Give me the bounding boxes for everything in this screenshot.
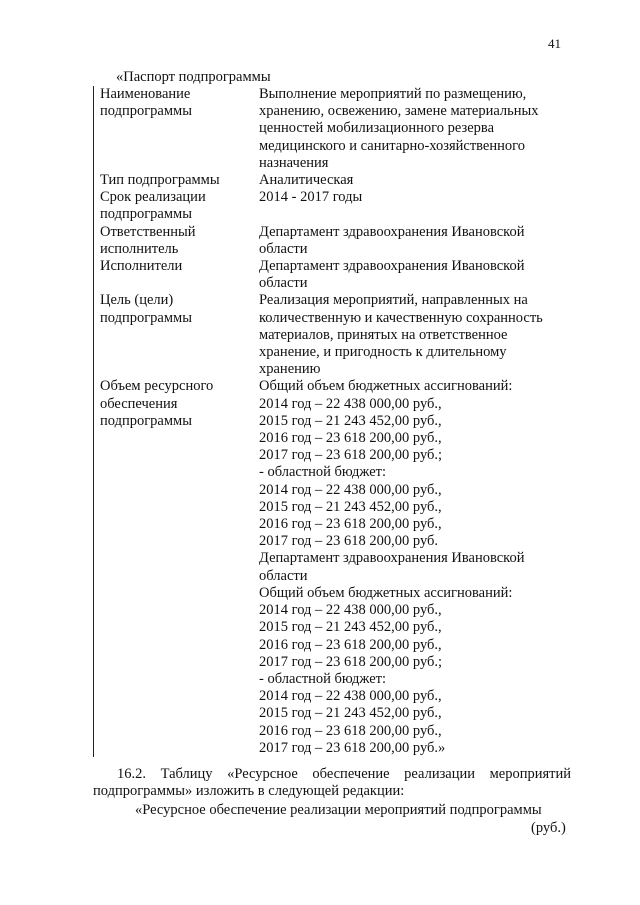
value-line: назначения [259,154,329,171]
label-line: Ответственный [100,223,196,240]
value-line: 2017 год – 23 618 200,00 руб. [259,533,439,550]
label-line: исполнитель [100,240,179,257]
value-line: хранению, освежению, замене материальных [259,103,539,120]
passport-row-label [94,172,259,189]
passport-row-label [94,292,259,378]
value-line: 2015 год – 21 243 452,00 руб., [259,705,442,722]
passport-row-value [259,86,589,172]
passport-row-label [94,189,259,223]
value-line: 2014 год – 22 438 000,00 руб., [259,481,442,498]
value-line: медицинского и санитарно-хозяйственного [259,137,525,154]
value-line: Общий объем бюджетных ассигнований: [259,378,513,395]
value-line: количественную и качественную сохранность [259,309,543,326]
value-line: 2016 год – 23 618 200,00 руб., [259,430,442,447]
value-line: 2016 год – 23 618 200,00 руб., [259,722,442,739]
label-line: Срок реализации [100,189,206,206]
passport-row [94,224,594,258]
value-line: Реализация мероприятий, направленных на [259,292,528,309]
label-line: подпрограммы [100,206,192,223]
value-line: Аналитическая [259,172,354,189]
value-line: Департамент здравоохранения Ивановской [259,223,525,240]
value-line: 2014 год – 22 438 000,00 руб., [259,602,442,619]
label-line: Тип подпрограммы [100,172,220,189]
value-line: хранению [259,361,321,378]
value-line: ценностей мобилизационного резерва [259,120,495,137]
passport-row [94,86,594,172]
value-line: Общий объем бюджетных ассигнований: [259,584,513,601]
passport-row-label [94,378,259,756]
paragraph-line-2: подпрограммы» изложить в следующей редакции: [93,783,405,800]
value-line: Выполнение мероприятий по размещению, [259,86,527,102]
value-line: 2017 год – 23 618 200,00 руб.; [259,653,443,670]
value-line: 2017 год – 23 618 200,00 руб.; [259,447,443,464]
passport-row-label [94,86,259,172]
value-line: 2015 год – 21 243 452,00 руб., [259,619,442,636]
value-line: 2016 год – 23 618 200,00 руб., [259,636,442,653]
passport-row-value [259,189,589,223]
passport-row-value [259,258,589,292]
passport-row-label [94,224,259,258]
passport-row [94,292,594,378]
value-line: 2016 год – 23 618 200,00 руб., [259,516,442,533]
value-line: 2017 год – 23 618 200,00 руб.» [259,739,446,756]
passport-row-label [94,258,259,292]
label-line: подпрограммы [100,103,192,120]
label-line: подпрограммы [100,412,192,429]
value-line: 2015 год – 21 243 452,00 руб., [259,498,442,515]
label-line: Исполнители [100,258,183,275]
value-line: 2015 год – 21 243 452,00 руб., [259,412,442,429]
passport-row [94,172,594,189]
passport-title: «Паспорт подпрограммы [116,69,271,85]
value-line: - областной бюджет: [259,464,387,481]
amendment-paragraph [93,766,571,800]
value-line: области [259,275,308,292]
currency-unit: (руб.) [531,820,566,836]
value-line: материалов, принятых на ответственное [259,326,508,343]
label-line: Цель (цели) [100,292,174,309]
passport-table [93,86,594,757]
value-line: Департамент здравоохранения Ивановской [259,258,525,275]
value-line: 2014 год – 22 438 000,00 руб., [259,395,442,412]
label-line: обеспечения [100,395,178,412]
value-line: 2014 - 2017 годы [259,189,363,206]
value-line: 2014 год – 22 438 000,00 руб., [259,688,442,705]
passport-row [94,258,594,292]
passport-row-value [259,378,589,756]
passport-row-value [259,292,589,378]
paragraph-line-1: 16.2. Таблицу «Ресурсное обеспечение реализации мероприятий [117,766,571,782]
label-line: подпрограммы [100,309,192,326]
label-line: Наименование [100,86,191,102]
value-line: области [259,240,308,257]
resource-table-title: «Ресурсное обеспечение реализации мероприятий подпрограммы [135,802,542,818]
page-number: 41 [548,36,561,51]
label-line: Объем ресурсного [100,378,214,395]
value-line: - областной бюджет: [259,670,387,687]
passport-row [94,378,594,756]
passport-row-value [259,224,589,258]
passport-row [94,189,594,223]
value-line: Департамент здравоохранения Ивановской [259,550,525,567]
value-line: области [259,567,308,584]
passport-row-value [259,172,589,189]
value-line: хранение, и пригодность к длительному [259,344,507,361]
